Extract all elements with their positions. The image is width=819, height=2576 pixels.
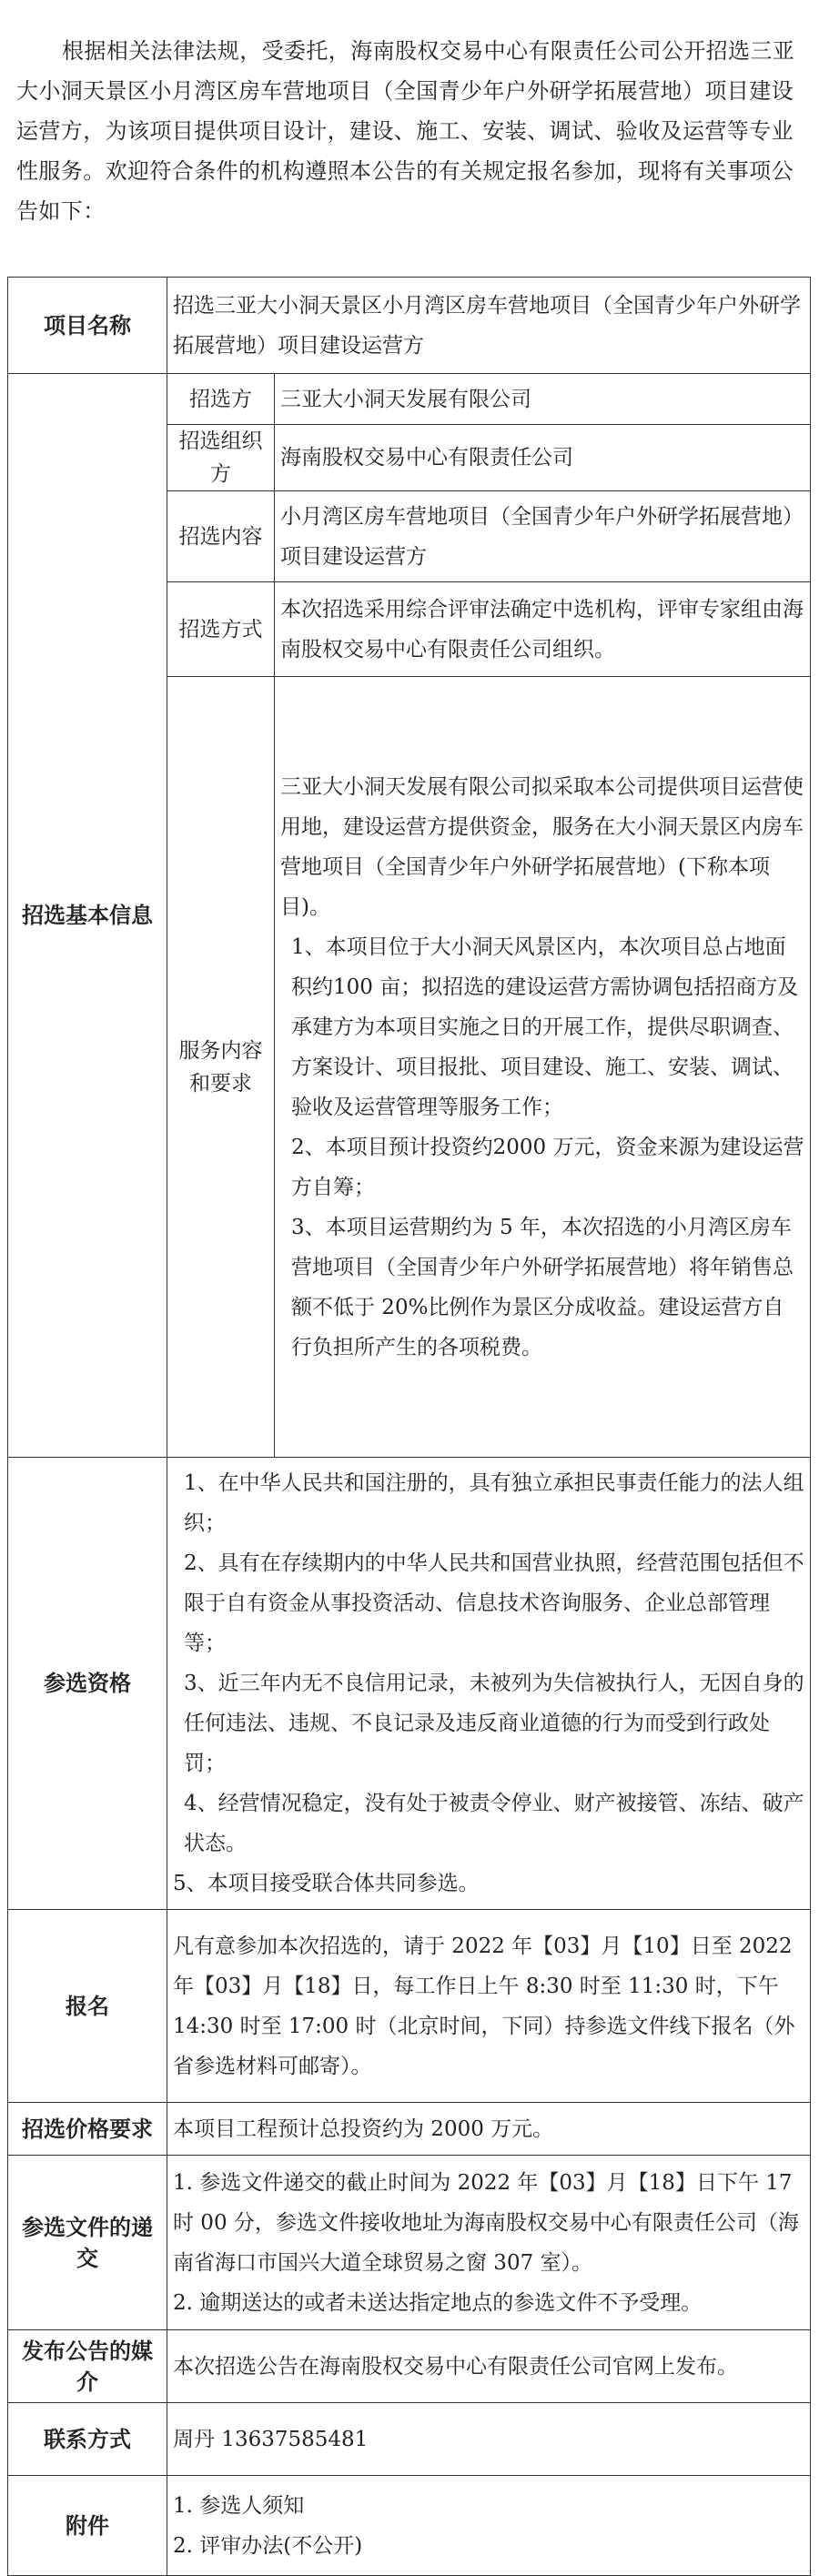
service-item-2: 2、本项目预计投资约2000 万元，资金来源为建设运营方自筹； xyxy=(291,1135,804,1199)
attachments-label: 附件 xyxy=(8,2476,167,2576)
submission-item-2: 2. 逾期送达的或者未送达指定地点的参选文件不予受理。 xyxy=(173,2290,703,2315)
intro-paragraph: 根据相关法律法规，受委托，海南股权交易中心有限责任公司公开招选三亚大小洞天景区小月湾区房车营地项目（全国青少年户外研学拓展营地）项目建设运营方，为该项目提供项目设计，建设、施工、安装、调试、验收及运营等专业性服务。欢迎符合条件的机构遵照本公告的有关规定报名参加，现将有关事项公告如下： xyxy=(16,38,795,224)
attachments-value xyxy=(167,2476,811,2576)
basic-info-label: 招选基本信息 xyxy=(8,374,167,1458)
attachment-item-2: 2. 评审办法(不公开) xyxy=(173,2533,363,2558)
organizer-label: 招选组织方 xyxy=(167,425,275,491)
qualification-item-2: 2、具有在存续期内的中华人民共和国营业执照，经营范围包括但不限于自有资金从事投资活动、信息技术咨询服务、企业总部管理等； xyxy=(184,1551,804,1655)
service-intro: 三亚大小洞天发展有限公司拟采取本公司提供项目运营使用地，建设运营方提供资金，服务在大小洞天景区内房车营地项目（全国青少年户外研学拓展营地）(下称本项目)。 xyxy=(280,774,804,919)
contact-label: 联系方式 xyxy=(8,2403,167,2476)
content-value: 小月湾区房车营地项目（全国青少年户外研学拓展营地）项目建设运营方 xyxy=(275,491,811,582)
row-qualification xyxy=(8,1458,811,1910)
row-submission xyxy=(8,2156,811,2330)
row-registration xyxy=(8,1910,811,2103)
contact-value: 周丹 13637585481 xyxy=(167,2403,811,2476)
row-media xyxy=(8,2330,811,2403)
qualification-label: 参选资格 xyxy=(8,1458,167,1910)
service-item-3: 3、本项目运营期约为 5 年，本次招选的小月湾区房车营地项目（全国青少年户外研学拓展营地）将年销售总额不低于 20%比例作为景区分成收益。建设运营方自行负担所产生的各项税费。 xyxy=(291,1215,794,1359)
qualification-item-4: 4、经营情况稳定，没有处于被责令停业、财产被接管、冻结、破产状态。 xyxy=(184,1792,804,1855)
row-contact xyxy=(8,2403,811,2476)
attachment-item-1: 1. 参选人须知 xyxy=(173,2493,305,2518)
submission-item-1: 1. 参选文件递交的截止时间为 2022 年【03】月【18】日下午 17 时 00 分，参选文件接收地址为海南股权交易中心有限责任公司（海南省海口市国兴大道全球贸易之窗 307 室）。 xyxy=(173,2170,799,2275)
organizer-value: 海南股权交易中心有限责任公司 xyxy=(275,425,811,491)
selector-value: 三亚大小洞天发展有限公司 xyxy=(275,374,811,425)
price-value: 本项目工程预计总投资约为 2000 万元。 xyxy=(167,2103,811,2156)
qualification-item-5: 5、本项目接受联合体共同参选。 xyxy=(173,1872,480,1895)
project-name-value: 招选三亚大小洞天景区小月湾区房车营地项目（全国青少年户外研学拓展营地）项目建设运营方 xyxy=(167,278,811,374)
media-value: 本次招选公告在海南股权交易中心有限责任公司官网上发布。 xyxy=(167,2330,811,2403)
project-name-label: 项目名称 xyxy=(8,278,167,374)
qualification-value xyxy=(167,1458,811,1910)
qualification-item-3: 3、近三年内无不良信用记录，未被列为失信被执行人，无因自身的任何违法、违规、不良记录及违反商业道德的行为而受到行政处罚； xyxy=(184,1672,804,1775)
submission-value xyxy=(167,2156,811,2330)
submission-label: 参选文件的递交 xyxy=(8,2156,167,2330)
notice-table xyxy=(7,277,811,2576)
service-item-1: 1、本项目位于大小洞天风景区内，本次项目总占地面积约100 亩；拟招选的建设运营方需协调包括招商方及承建方为本项目实施之日的开展工作，提供尽职调查、方案设计、项目报批、项目建设、施工、安装、调试、验收及运营管理等服务工作； xyxy=(291,934,799,1119)
row-attachments xyxy=(8,2476,811,2576)
registration-value: 凡有意参加本次招选的，请于 2022 年【03】月【10】日至 2022 年【03】月【18】日，每工作日上午 8:30 时至 11:30 时，下午 14:30 时至 17:00 时（北京时间，下同）持参选文件线下报名（外省参选材料可邮寄）。 xyxy=(167,1910,811,2103)
qualification-item-1: 1、在中华人民共和国注册的，具有独立承担民事责任能力的法人组织； xyxy=(184,1471,804,1535)
method-label: 招选方式 xyxy=(167,582,275,677)
media-label: 发布公告的媒介 xyxy=(8,2330,167,2403)
service-value xyxy=(275,677,811,1458)
row-selector xyxy=(8,374,811,425)
selector-label: 招选方 xyxy=(167,374,275,425)
registration-label: 报名 xyxy=(8,1910,167,2103)
row-project-name xyxy=(8,278,811,374)
service-label: 服务内容和要求 xyxy=(167,677,275,1458)
content-label: 招选内容 xyxy=(167,491,275,582)
row-price xyxy=(8,2103,811,2156)
method-value: 本次招选采用综合评审法确定中选机构，评审专家组由海南股权交易中心有限责任公司组织。 xyxy=(275,582,811,677)
price-label: 招选价格要求 xyxy=(8,2103,167,2156)
